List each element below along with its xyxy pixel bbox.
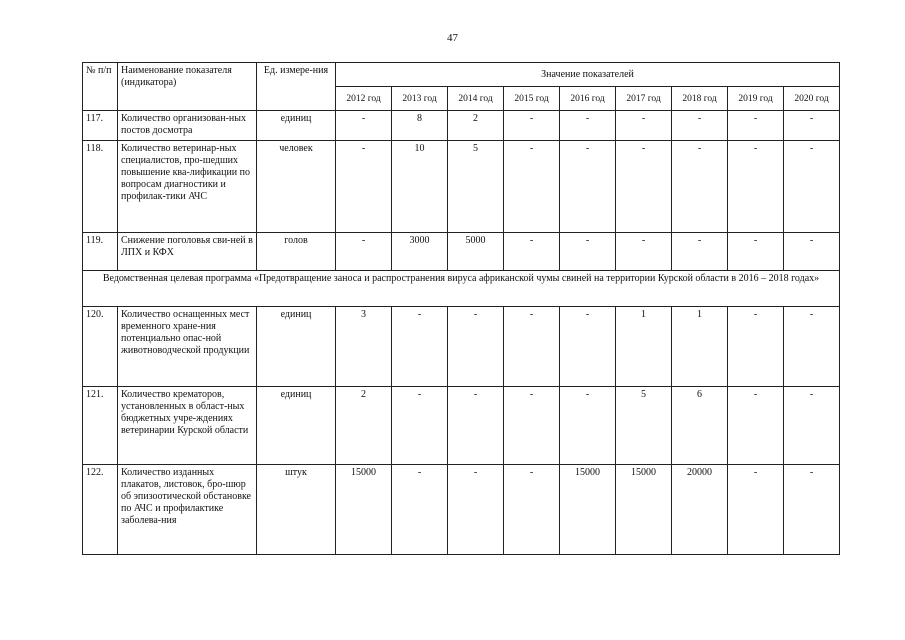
indicator-name: Количество изданных плакатов, листовок, бро-шюр об эпизоотической обстановке по АЧС и профилактике заболева-ния bbox=[118, 465, 257, 555]
unit-cell: единиц bbox=[257, 307, 336, 387]
value-cell: - bbox=[616, 233, 672, 271]
value-cell: 2 bbox=[448, 111, 504, 141]
header-unit: Ед. измере-ния bbox=[257, 63, 336, 111]
value-cell: - bbox=[336, 141, 392, 233]
table-row bbox=[83, 307, 840, 387]
value-cell: 5 bbox=[448, 141, 504, 233]
header-values: Значение показателей bbox=[336, 63, 840, 87]
value-cell: - bbox=[560, 111, 616, 141]
value-cell: 8 bbox=[392, 111, 448, 141]
header-year: 2015 год bbox=[504, 87, 560, 111]
value-cell: 3000 bbox=[392, 233, 448, 271]
value-cell: - bbox=[336, 111, 392, 141]
value-cell: - bbox=[560, 233, 616, 271]
indicator-name: Количество крематоров, установленных в област-ных бюджетных учре-ждениях ветеринарии Курской области bbox=[118, 387, 257, 465]
header-year: 2016 год bbox=[560, 87, 616, 111]
value-cell: - bbox=[616, 141, 672, 233]
value-cell: 15000 bbox=[336, 465, 392, 555]
indicators-table bbox=[82, 62, 840, 555]
row-number: 121. bbox=[83, 387, 118, 465]
value-cell: - bbox=[392, 307, 448, 387]
value-cell: - bbox=[728, 141, 784, 233]
value-cell: 15000 bbox=[560, 465, 616, 555]
indicator-name: Количество ветеринар-ных специалистов, про-шедших повышение ква-лификации по вопросам диагностики и профилак-тики АЧС bbox=[118, 141, 257, 233]
value-cell: - bbox=[448, 387, 504, 465]
value-cell: - bbox=[784, 111, 840, 141]
unit-cell: человек bbox=[257, 141, 336, 233]
value-cell: - bbox=[728, 465, 784, 555]
unit-cell: единиц bbox=[257, 111, 336, 141]
row-number: 118. bbox=[83, 141, 118, 233]
value-cell: - bbox=[504, 233, 560, 271]
row-number: 117. bbox=[83, 111, 118, 141]
value-cell: - bbox=[504, 111, 560, 141]
section-row bbox=[83, 271, 840, 307]
value-cell: - bbox=[784, 387, 840, 465]
indicator-name: Снижение поголовья сви-ней в ЛПХ и КФХ bbox=[118, 233, 257, 271]
header-year: 2019 год bbox=[728, 87, 784, 111]
value-cell: - bbox=[672, 233, 728, 271]
value-cell: - bbox=[448, 307, 504, 387]
value-cell: 1 bbox=[672, 307, 728, 387]
value-cell: - bbox=[560, 141, 616, 233]
value-cell: - bbox=[504, 307, 560, 387]
table-row bbox=[83, 465, 840, 555]
value-cell: - bbox=[560, 387, 616, 465]
header-year: 2017 год bbox=[616, 87, 672, 111]
value-cell: - bbox=[336, 233, 392, 271]
header-year: 2012 год bbox=[336, 87, 392, 111]
row-number: 120. bbox=[83, 307, 118, 387]
unit-cell: единиц bbox=[257, 387, 336, 465]
value-cell: - bbox=[672, 141, 728, 233]
section-title: Ведомственная целевая программа «Предотвращение заноса и распространения вируса африканской чумы свиней на территории Курской области в 2016 – 2018 годах» bbox=[83, 271, 840, 307]
value-cell: - bbox=[672, 111, 728, 141]
value-cell: 20000 bbox=[672, 465, 728, 555]
header-year: 2020 год bbox=[784, 87, 840, 111]
value-cell: - bbox=[504, 387, 560, 465]
indicator-name: Количество организован-ных постов досмотра bbox=[118, 111, 257, 141]
value-cell: - bbox=[504, 465, 560, 555]
table-body bbox=[83, 111, 840, 555]
table-header bbox=[83, 63, 840, 111]
value-cell: 15000 bbox=[616, 465, 672, 555]
value-cell: - bbox=[616, 111, 672, 141]
value-cell: 5000 bbox=[448, 233, 504, 271]
value-cell: 3 bbox=[336, 307, 392, 387]
value-cell: - bbox=[784, 465, 840, 555]
page-number: 47 bbox=[447, 32, 458, 44]
unit-cell: голов bbox=[257, 233, 336, 271]
row-number: 119. bbox=[83, 233, 118, 271]
table-row bbox=[83, 387, 840, 465]
header-name: Наименование показателя (индикатора) bbox=[118, 63, 257, 111]
value-cell: 6 bbox=[672, 387, 728, 465]
header-num: № п/п bbox=[83, 63, 118, 111]
value-cell: 10 bbox=[392, 141, 448, 233]
indicator-name: Количество оснащенных мест временного хране-ния потенциально опас-ной животноводческой продукции bbox=[118, 307, 257, 387]
value-cell: - bbox=[560, 307, 616, 387]
value-cell: - bbox=[728, 111, 784, 141]
value-cell: - bbox=[784, 307, 840, 387]
value-cell: - bbox=[728, 233, 784, 271]
unit-cell: штук bbox=[257, 465, 336, 555]
table-row bbox=[83, 233, 840, 271]
value-cell: - bbox=[504, 141, 560, 233]
header-year: 2018 год bbox=[672, 87, 728, 111]
value-cell: 5 bbox=[616, 387, 672, 465]
value-cell: - bbox=[784, 233, 840, 271]
value-cell: - bbox=[728, 387, 784, 465]
row-number: 122. bbox=[83, 465, 118, 555]
value-cell: - bbox=[784, 141, 840, 233]
value-cell: - bbox=[392, 387, 448, 465]
value-cell: - bbox=[392, 465, 448, 555]
header-year: 2013 год bbox=[392, 87, 448, 111]
value-cell: - bbox=[728, 307, 784, 387]
table-row bbox=[83, 111, 840, 141]
value-cell: 1 bbox=[616, 307, 672, 387]
value-cell: - bbox=[448, 465, 504, 555]
header-year: 2014 год bbox=[448, 87, 504, 111]
value-cell: 2 bbox=[336, 387, 392, 465]
table-row bbox=[83, 141, 840, 233]
